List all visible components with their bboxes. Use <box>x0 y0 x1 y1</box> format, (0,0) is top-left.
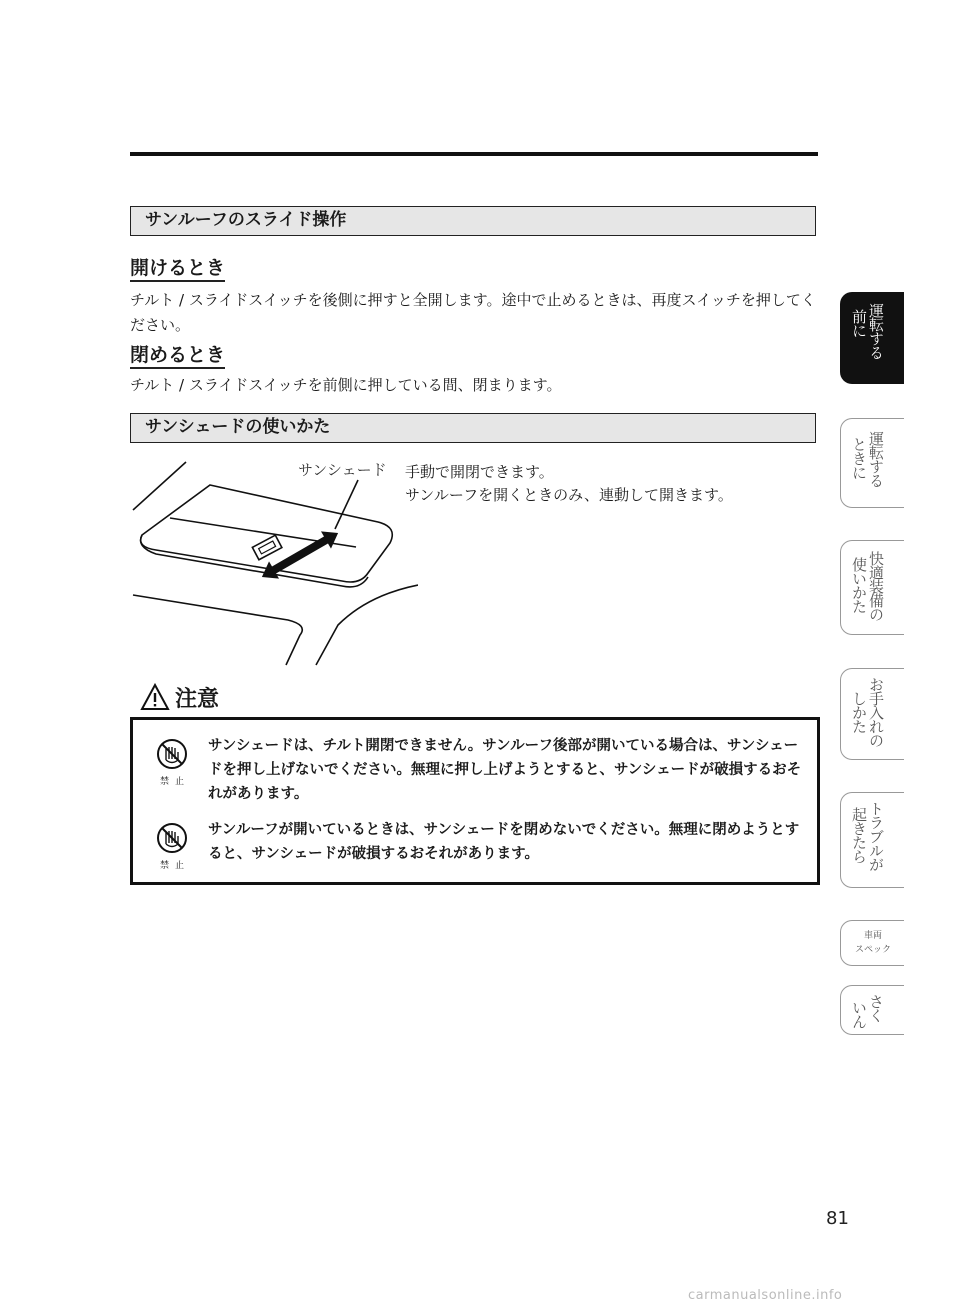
prohibition-hand-icon <box>156 822 188 854</box>
sunroof-illustration <box>128 455 418 670</box>
caution-item-2: サンルーフが開いているときは、サンシェードを閉めないでください。無理に閉めようとすると、サンシェードが破損するおそれがあります。 <box>208 822 800 862</box>
prohibition-label: 禁止 <box>159 861 190 871</box>
prohibition-mark-2 <box>152 822 192 871</box>
warning-icon <box>140 683 170 711</box>
sunshade-label: サンシェード <box>298 461 387 479</box>
section-title-slide: サンルーフのスライド操作 <box>130 206 816 236</box>
page-number: 81 <box>826 1208 849 1229</box>
caution-item-1: サンシェードは、チルト開閉できません。サンルーフ後部が開いている場合は、サンシェードを押し上げないでください。無理に押し上げようとすると、サンシェードが破損するおそれがあります。 <box>208 738 802 802</box>
tab-troubleshooting[interactable]: トラブルが 起きたら <box>840 792 904 888</box>
prohibition-mark-1 <box>152 738 192 787</box>
tab-index[interactable]: さく いん <box>840 985 904 1035</box>
sunshade-desc-1: 手動で開閉できます。 <box>405 463 554 481</box>
sunshade-desc-2: サンルーフを開くときのみ、連動して開きます。 <box>405 486 733 504</box>
section-title-sunshade: サンシェードの使いかた <box>130 413 816 443</box>
heading-open: 開けるとき <box>130 257 225 282</box>
prohibition-hand-icon <box>156 738 188 770</box>
tab-maintenance[interactable]: お手入れの しかた <box>840 668 904 760</box>
top-rule <box>130 152 818 156</box>
tab-when-driving[interactable]: 運転する ときに <box>840 418 904 508</box>
heading-close: 閉めるとき <box>130 344 225 369</box>
tab-comfort-equipment[interactable]: 快適装備の 使いかた <box>840 540 904 635</box>
tab-vehicle-specs[interactable]: 車両 スペック <box>840 920 904 966</box>
tab-before-driving[interactable]: 運転する 前に <box>840 292 904 384</box>
caution-title: 注意 <box>175 687 220 712</box>
close-text: チルト / スライドスイッチを前側に押している間、閉まります。 <box>130 376 562 394</box>
prohibition-label: 禁止 <box>159 777 190 787</box>
open-text: チルト / スライドスイッチを後側に押すと全開します。途中で止めるときは、再度スイッチを押してください。 <box>130 291 816 334</box>
footer-watermark: carmanualsonline.info <box>688 1288 843 1303</box>
